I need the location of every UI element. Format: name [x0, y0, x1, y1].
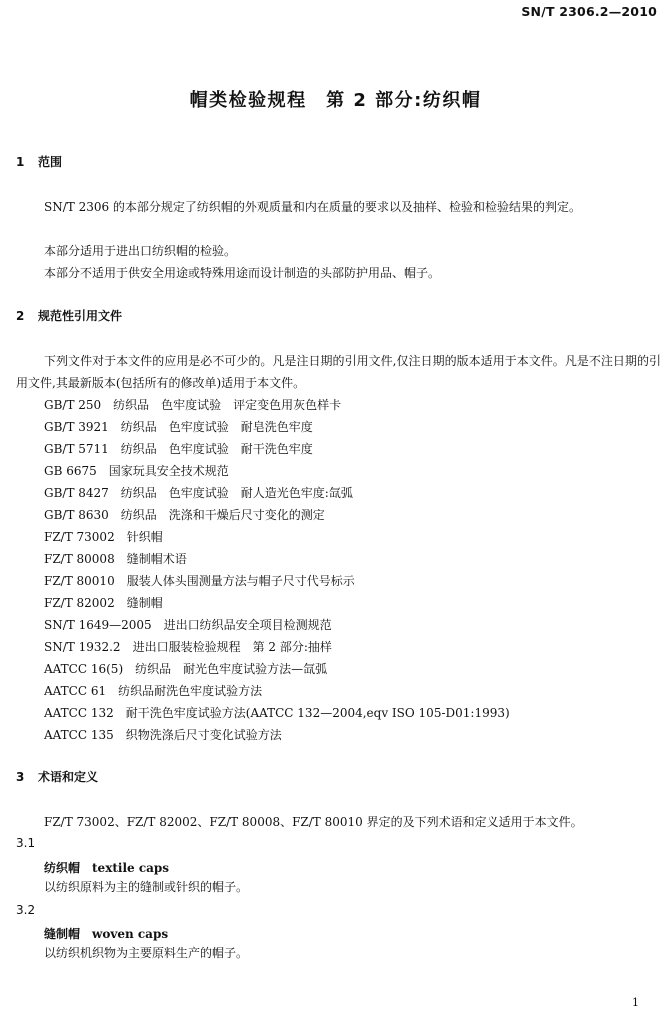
section-1-heading	[16, 153, 62, 170]
section-3-title: 术语和定义	[38, 770, 99, 784]
section-3-heading	[16, 768, 98, 785]
reference-item: FZ/T 82002 缝制帽	[44, 596, 163, 610]
document-title: 帽类检验规程 第 2 部分:纺织帽	[189, 90, 482, 111]
reference-item: FZ/T 80008 缝制帽术语	[44, 552, 187, 566]
section-2-number: 2	[16, 309, 25, 323]
reference-item: GB/T 5711 纺织品 色牢度试验 耐干洗色牢度	[44, 442, 313, 456]
term-3-2-number: 3.2	[16, 903, 36, 917]
reference-item: SN/T 1649—2005 进出口纺织品安全项目检测规范	[44, 618, 332, 632]
term-3-2-name	[44, 923, 168, 942]
normative-references-list	[44, 394, 510, 746]
section-1-paragraph-2: 本部分适用于进出口纺织帽的检验。	[44, 244, 237, 258]
section-2-heading	[16, 307, 122, 324]
term-3-2-name-en: woven caps	[92, 927, 169, 941]
reference-item: AATCC 135 织物洗涤后尺寸变化试验方法	[44, 728, 282, 742]
reference-item: GB/T 8630 纺织品 洗涤和干燥后尺寸变化的测定	[44, 508, 325, 522]
reference-item: AATCC 132 耐干洗色牢度试验方法(AATCC 132—2004,eqv ISO 105-D01:1993)	[44, 706, 510, 720]
term-3-1-name-en: textile caps	[92, 861, 170, 875]
section-2-intro: 下列文件对于本文件的应用是必不可少的。凡是注日期的引用文件,仅注日期的版本适用于本文件。凡是不注日期的引用文件,其最新版本(包括所有的修改单)适用于本文件。	[16, 354, 661, 390]
section-1-paragraph-3: 本部分不适用于供安全用途或特殊用途而设计制造的头部防护用品、帽子。	[44, 266, 441, 280]
section-2-title: 规范性引用文件	[38, 309, 123, 323]
reference-item: GB 6675 国家玩具安全技术规范	[44, 464, 229, 478]
section-1-title: 范围	[38, 155, 63, 169]
section-1-paragraph-1: SN/T 2306 的本部分规定了纺织帽的外观质量和内在质量的要求以及抽样、检验和检验结果的判定。	[44, 200, 581, 214]
term-3-1-definition: 以纺织原料为主的缝制或针织的帽子。	[44, 880, 249, 894]
page-number: 1	[632, 996, 639, 1009]
reference-item: GB/T 3921 纺织品 色牢度试验 耐皂洗色牢度	[44, 420, 313, 434]
term-3-1-number: 3.1	[16, 836, 36, 850]
section-1-number: 1	[16, 155, 25, 169]
standard-code: SN/T 2306.2—2010	[521, 4, 657, 19]
term-3-2-definition: 以纺织机织物为主要原料生产的帽子。	[44, 946, 249, 960]
term-3-1-name-cn: 纺织帽	[44, 861, 81, 875]
reference-item: SN/T 1932.2 进出口服装检验规程 第 2 部分:抽样	[44, 640, 332, 654]
term-3-1-name	[44, 857, 169, 876]
reference-item: GB/T 250 纺织品 色牢度试验 评定变色用灰色样卡	[44, 398, 342, 412]
reference-item: AATCC 61 纺织品耐洗色牢度试验方法	[44, 684, 263, 698]
reference-item: GB/T 8427 纺织品 色牢度试验 耐人造光色牢度:氙弧	[44, 486, 353, 500]
section-3-number: 3	[16, 770, 25, 784]
reference-item: AATCC 16(5) 纺织品 耐光色牢度试验方法—氙弧	[44, 662, 328, 676]
reference-item: FZ/T 73002 针织帽	[44, 530, 163, 544]
section-3-intro: FZ/T 73002、FZ/T 82002、FZ/T 80008、FZ/T 80010 界定的及下列术语和定义适用于本文件。	[44, 815, 583, 829]
term-3-2-name-cn: 缝制帽	[44, 927, 81, 941]
reference-item: FZ/T 80010 服装人体头围测量方法与帽子尺寸代号标示	[44, 574, 355, 588]
